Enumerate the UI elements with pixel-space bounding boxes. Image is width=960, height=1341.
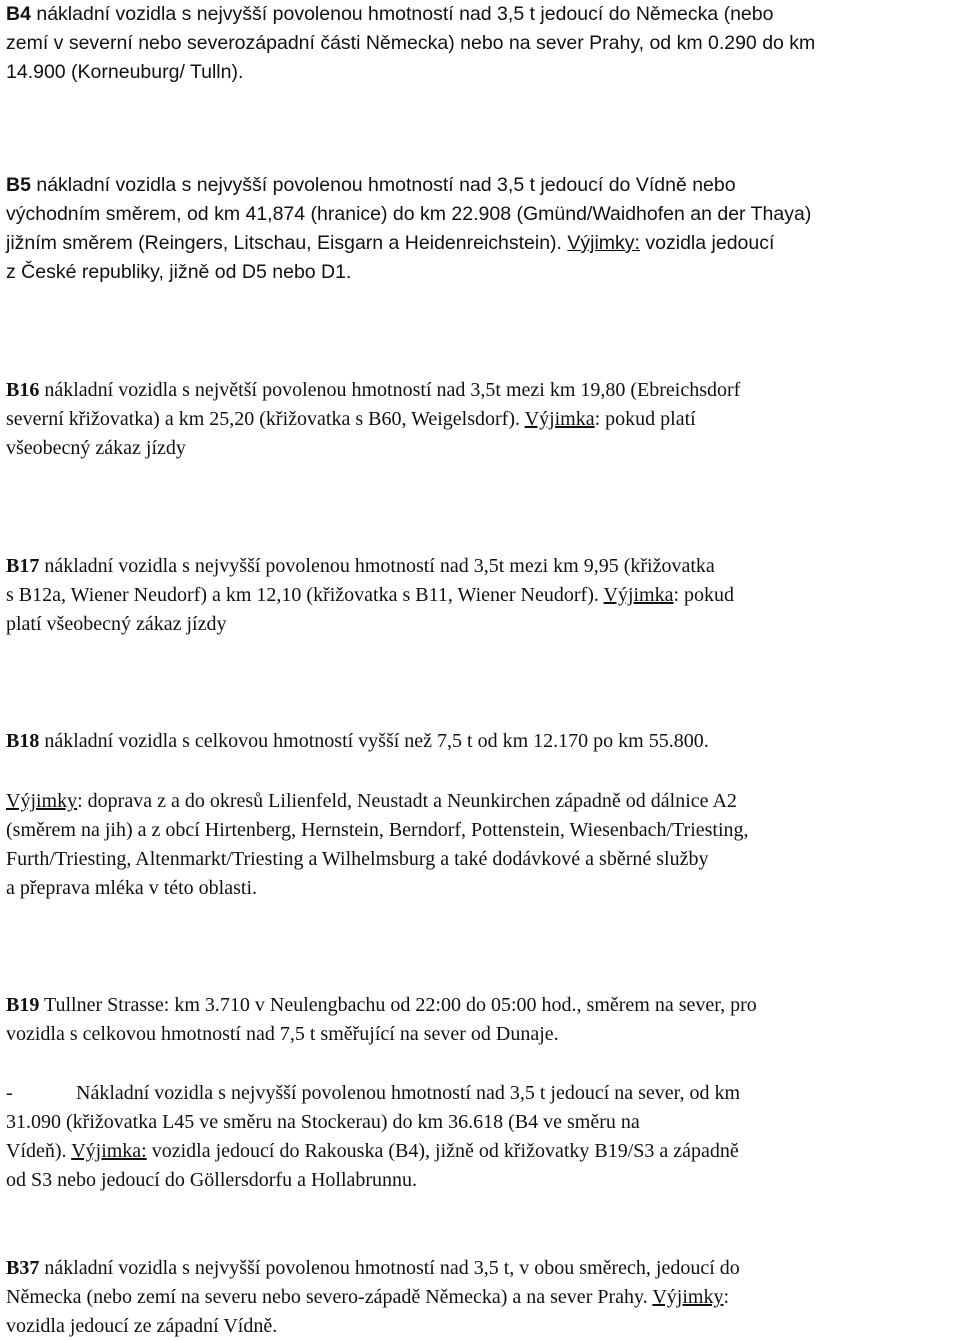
paragraph-b5 <box>6 171 956 287</box>
b19-exception-label: Výjimka: <box>71 1140 147 1162</box>
paragraph-b19-item <box>6 1079 956 1195</box>
b5-line-3: jižním směrem (Reingers, Litschau, Eisgarn a Heidenreichstein). <box>6 232 568 254</box>
road-code-b5: B5 <box>6 174 31 196</box>
b5-line-3-tail: vozidla jedoucí <box>639 232 775 254</box>
b5-line-2: východním směrem, od km 41,874 (hranice) do km 22.908 (Gmünd/Waidhofen an der Thaya) <box>6 203 812 225</box>
b16-line-2: severní křižovatka) a km 25,20 (křižovatka s B60, Weigelsdorf). <box>6 408 525 430</box>
b16-line-2-tail: : pokud platí <box>594 408 696 430</box>
b16-line-1: nákladní vozidla s největší povolenou hmotností nad 3,5t mezi km 19,80 (Ebreichsdorf <box>39 379 741 401</box>
b17-line-1: nákladní vozidla s nejvyšší povolenou hmotností nad 3,5t mezi km 9,95 (křižovatka <box>39 555 715 577</box>
b37-line-2: Německa (nebo zemí na severu nebo severo-západě Německa) a na sever Prahy. <box>6 1286 653 1308</box>
paragraph-b18 <box>6 727 956 756</box>
paragraph-b18-exceptions <box>6 787 956 903</box>
b18-exc-line-3: Furth/Triesting, Altenmarkt/Triesting a Wilhelmsburg a také dodávkové a sběrné služby <box>6 848 709 870</box>
b18-exc-line-2: (směrem na jih) a z obcí Hirtenberg, Hernstein, Berndorf, Pottenstein, Wiesenbach/Triesting, <box>6 819 749 841</box>
paragraph-b16 <box>6 376 956 463</box>
b17-exception-label: Výjimka <box>603 584 674 606</box>
paragraph-b17 <box>6 552 956 639</box>
b37-exception-label: Výjimky <box>652 1286 724 1308</box>
list-dash: - <box>6 1082 13 1104</box>
b18-line-1: nákladní vozidla s celkovou hmotností vyšší než 7,5 t od km 12.170 po km 55.800. <box>39 730 709 752</box>
paragraph-b37 <box>6 1254 956 1341</box>
paragraph-b19 <box>6 991 956 1049</box>
road-code-b18: B18 <box>6 730 40 752</box>
road-code-b17: B17 <box>6 555 40 577</box>
road-code-b16: B16 <box>6 379 40 401</box>
b19-item-line-4: od S3 nebo jedoucí do Göllersdorfu a Hollabrunnu. <box>6 1169 418 1191</box>
road-code-b4: B4 <box>6 3 31 25</box>
b18-exc-line-4: a přeprava mléka v této oblasti. <box>6 877 258 899</box>
b5-line-1: nákladní vozidla s nejvyšší povolenou hmotností nad 3,5 t jedoucí do Vídně nebo <box>30 174 736 196</box>
b4-line-1: nákladní vozidla s nejvyšší povolenou hmotností nad 3,5 t jedoucí do Německa (nebo <box>30 3 774 25</box>
b37-line-3: vozidla jedoucí ze západní Vídně. <box>6 1315 278 1337</box>
b18-exc-line-1: : doprava z a do okresů Lilienfeld, Neustadt a Neunkirchen západně od dálnice A2 <box>77 790 737 812</box>
b19-item-line-1: Nákladní vozidla s nejvyšší povolenou hmotností nad 3,5 t jedoucí na sever, od km <box>76 1082 741 1104</box>
b17-line-2: s B12a, Wiener Neudorf) a km 12,10 (křižovatka s B11, Wiener Neudorf). <box>6 584 604 606</box>
b19-line-1: Tullner Strasse: km 3.710 v Neulengbachu od 22:00 do 05:00 hod., směrem na sever, pro <box>39 994 757 1016</box>
b5-exception-label: Výjimky: <box>567 232 640 254</box>
road-code-b37: B37 <box>6 1257 40 1279</box>
road-code-b19: B19 <box>6 994 40 1016</box>
b37-line-2-tail: : <box>723 1286 730 1308</box>
b17-line-2-tail: : pokud <box>673 584 735 606</box>
paragraph-b4 <box>6 0 956 87</box>
b4-line-2: zemí v severní nebo severozápadní části Německa) nebo na sever Prahy, od km 0.290 do km <box>6 32 816 54</box>
b37-line-1: nákladní vozidla s nejvyšší povolenou hmotností nad 3,5 t, v obou směrech, jedoucí do <box>39 1257 740 1279</box>
b19-item-line-2: 31.090 (křižovatka L45 ve směru na Stockerau) do km 36.618 (B4 ve směru na <box>6 1111 640 1133</box>
b16-exception-label: Výjimka <box>524 408 595 430</box>
b19-line-2: vozidla s celkovou hmotností nad 7,5 t směřující na sever od Dunaje. <box>6 1023 559 1045</box>
b5-line-4: z České republiky, jižně od D5 nebo D1. <box>6 261 352 283</box>
b19-item-line-3: Vídeň). <box>6 1140 72 1162</box>
b4-line-3: 14.900 (Korneuburg/ Tulln). <box>6 61 244 83</box>
b18-exception-label: Výjimky <box>6 790 78 812</box>
b19-item-line-3-tail: vozidla jedoucí do Rakouska (B4), jižně od křižovatky B19/S3 a západně <box>146 1140 739 1162</box>
b16-line-3: všeobecný zákaz jízdy <box>6 437 186 459</box>
b17-line-3: platí všeobecný zákaz jízdy <box>6 613 227 635</box>
